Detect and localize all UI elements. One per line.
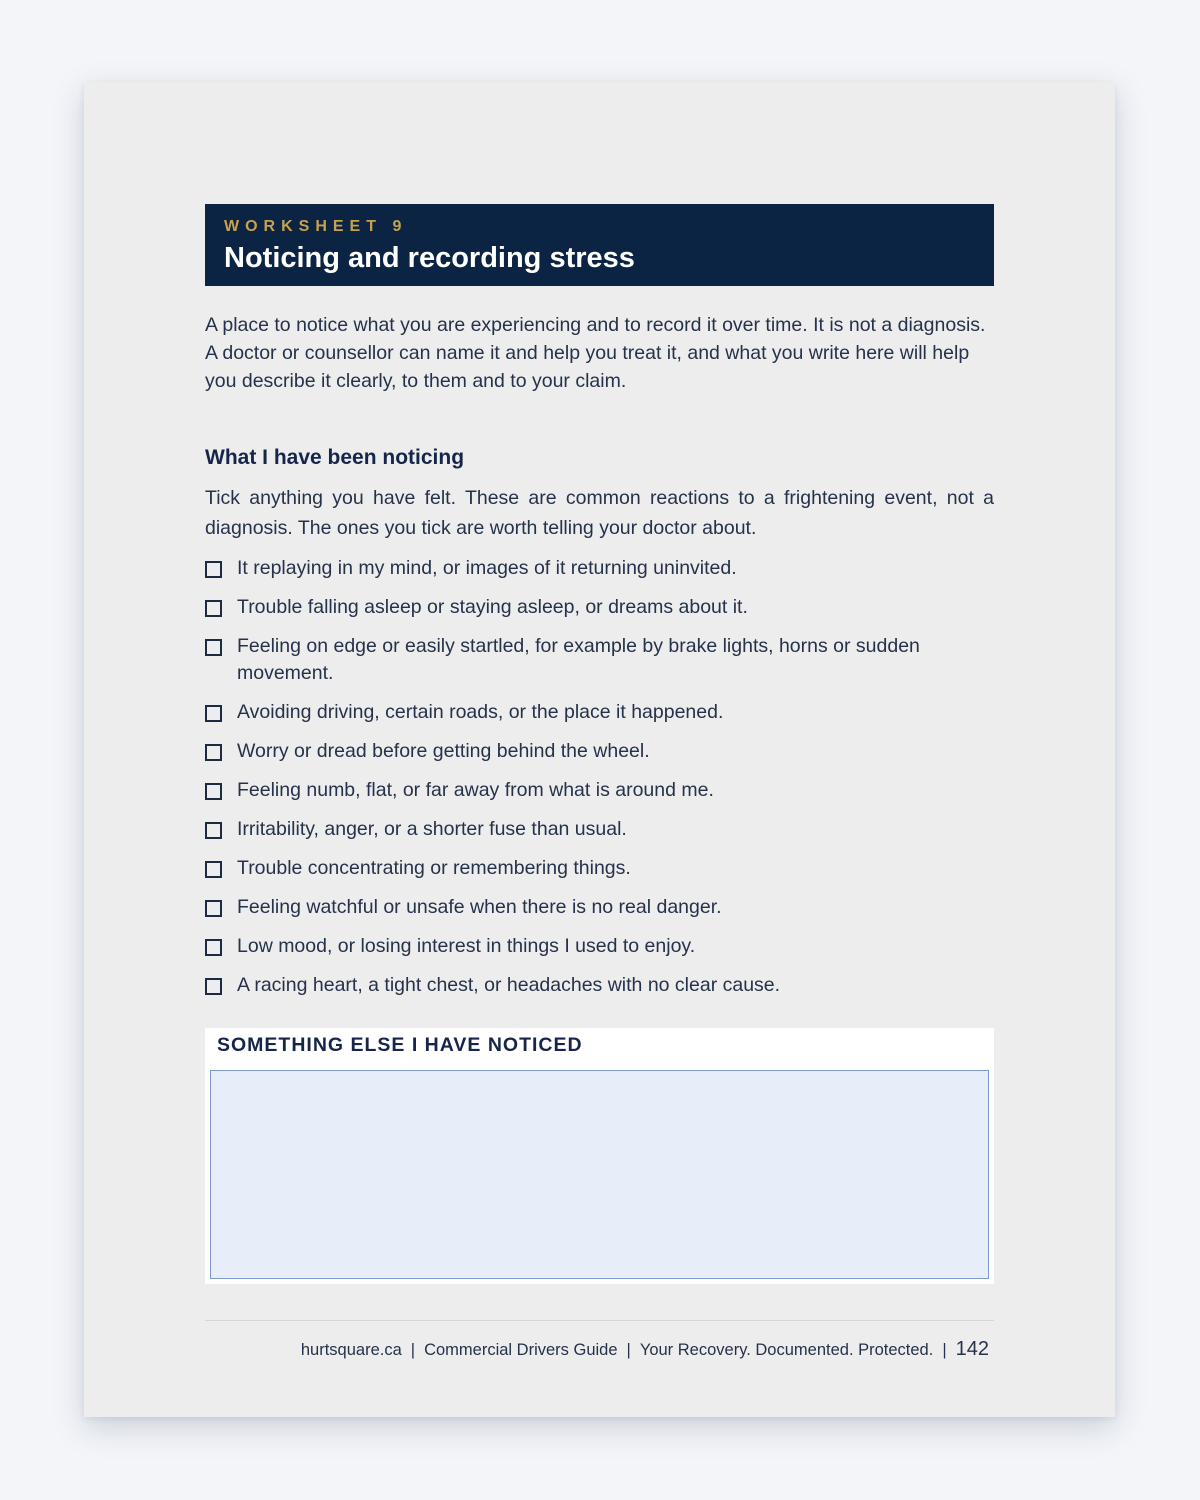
checklist-item-label: Avoiding driving, certain roads, or the place it happened.: [237, 701, 724, 723]
checkbox[interactable]: [205, 900, 222, 917]
checklist-item[interactable]: [205, 594, 994, 621]
worksheet-banner: [205, 204, 994, 286]
checklist-item-label: Feeling watchful or unsafe when there is no real danger.: [237, 896, 722, 918]
checklist-item[interactable]: [205, 855, 994, 882]
footer-guide: Commercial Drivers Guide: [424, 1341, 618, 1359]
checklist-item-label: Low mood, or losing interest in things I used to enjoy.: [237, 935, 696, 957]
checkbox[interactable]: [205, 705, 222, 722]
checklist-item[interactable]: [205, 777, 994, 804]
footer-separator: |: [410, 1341, 416, 1359]
checkbox[interactable]: [205, 744, 222, 761]
notes-section: [205, 1028, 994, 1284]
checklist-item[interactable]: [205, 738, 994, 765]
worksheet-number: WORKSHEET 9: [224, 218, 408, 235]
symptom-checklist: [205, 555, 994, 1011]
checklist-item[interactable]: [205, 633, 994, 687]
checklist-item[interactable]: [205, 699, 994, 726]
checklist-item-label: Worry or dread before getting behind the wheel.: [237, 740, 650, 762]
page-footer: [205, 1338, 989, 1361]
checkbox[interactable]: [205, 978, 222, 995]
checkbox[interactable]: [205, 861, 222, 878]
checkbox[interactable]: [205, 822, 222, 839]
checkbox[interactable]: [205, 561, 222, 578]
notes-label: SOMETHING ELSE I HAVE NOTICED: [217, 1034, 583, 1056]
footer-divider: [205, 1320, 994, 1321]
checkbox[interactable]: [205, 639, 222, 656]
checklist-item[interactable]: [205, 933, 994, 960]
worksheet-page: [84, 82, 1115, 1417]
notes-input[interactable]: [210, 1070, 989, 1279]
page-title: Noticing and recording stress: [224, 242, 635, 274]
footer-separator: |: [626, 1341, 631, 1359]
checklist-item-label: It replaying in my mind, or images of it returning uninvited.: [237, 557, 737, 579]
page-number: 142: [955, 1338, 989, 1360]
checklist-item-label: Feeling on edge or easily startled, for example by brake lights, horns or sudden movement.: [237, 635, 920, 684]
checklist-item-label: Feeling numb, flat, or far away from what is around me.: [237, 779, 714, 801]
checklist-item-label: Irritability, anger, or a shorter fuse than usual.: [237, 818, 627, 840]
checklist-item[interactable]: [205, 816, 994, 843]
checklist-item-label: A racing heart, a tight chest, or headaches with no clear cause.: [237, 974, 781, 996]
checkbox[interactable]: [205, 600, 222, 617]
checklist-item-label: Trouble concentrating or remembering things.: [237, 857, 631, 879]
checklist-item[interactable]: [205, 972, 994, 999]
section-heading: What I have been noticing: [205, 446, 465, 469]
checkbox[interactable]: [205, 783, 222, 800]
footer-tagline: Your Recovery. Documented. Protected.: [639, 1341, 934, 1359]
checklist-item[interactable]: [205, 894, 994, 921]
intro-paragraph: A place to notice what you are experiencing and to record it over time. It is not a diagnosis. A doctor or counsellor can name it and help you treat it, and what you write here will help you describe it clearly, to them and to your claim.: [205, 314, 986, 392]
checklist-item[interactable]: [205, 555, 994, 582]
footer-separator: |: [942, 1341, 947, 1359]
footer-site: hurtsquare.ca: [300, 1341, 402, 1359]
checkbox[interactable]: [205, 939, 222, 956]
instruction-text: Tick anything you have felt. These are common reactions to a frightening event, not a diagnosis. The ones you tick are worth telling your doctor about.: [205, 487, 994, 539]
checklist-item-label: Trouble falling asleep or staying asleep, or dreams about it.: [237, 596, 748, 618]
